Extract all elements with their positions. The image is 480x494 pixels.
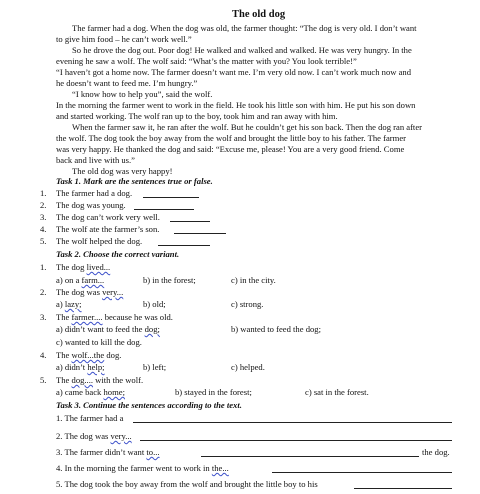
answer-line[interactable]: [272, 472, 452, 473]
option-b[interactable]: b) left;: [143, 362, 167, 372]
task1-heading: Task 1. Mark are the sentences true or false.: [56, 176, 213, 186]
option-a[interactable]: a) came back home;: [56, 387, 125, 397]
option-b[interactable]: b) wanted to feed the dog;: [231, 324, 321, 334]
task2-number: 2.: [40, 287, 47, 297]
task1-number: 4.: [40, 224, 47, 234]
story-line: the wolf. The dog took the boy away from the wolf and brought the little boy to his father. The farmer: [56, 133, 407, 143]
story-line: In the morning the farmer went to work in the field. He took his little son with him. He put his son down: [56, 100, 416, 110]
task2-question: The dog.... with the wolf.: [56, 375, 144, 385]
task1-statement: The dog was young.: [56, 200, 126, 210]
task3-sentence: 1. The farmer had a: [56, 413, 124, 423]
option-b[interactable]: b) in the forest;: [143, 275, 196, 285]
task3-sentence: 2. The dog was very...: [56, 431, 132, 441]
answer-line[interactable]: [133, 422, 452, 423]
story-line: and started working. The wolf ran up to the boy, took him and ran away with him.: [56, 111, 338, 121]
task2-number: 4.: [40, 350, 47, 360]
task1-statement: The farmer had a dog.: [56, 188, 133, 198]
story-line: “I haven’t got a home now. The farmer doesn’t want me. I’m very old now. I can’t work much now and: [56, 67, 412, 77]
option-b[interactable]: b) old;: [143, 299, 166, 309]
task3-sentence: 3. The farmer didn’t want to...: [56, 447, 160, 457]
story-line: was very happy. He thanked the dog and said: “Excuse me, please! You are a very good friend. Come: [56, 144, 405, 154]
answer-blank[interactable]: [143, 197, 199, 198]
option-a[interactable]: a) didn’t want to feed the dog;: [56, 324, 160, 334]
option-b[interactable]: b) stayed in the forest;: [175, 387, 252, 397]
task1-statement: The wolf helped the dog.: [56, 236, 143, 246]
option-c[interactable]: c) in the city.: [231, 275, 276, 285]
option-c[interactable]: c) wanted to kill the dog.: [56, 337, 142, 347]
story-line: back and live with us.”: [56, 155, 135, 165]
task1-number: 2.: [40, 200, 47, 210]
task2-number: 5.: [40, 375, 47, 385]
answer-blank[interactable]: [170, 221, 210, 222]
story-line: When the farmer saw it, he ran after the wolf. But he couldn’t get his son back. Then the dog ran after: [72, 122, 422, 132]
story-line: he doesn’t want to feed me. I’m hungry.”: [56, 78, 198, 88]
option-a[interactable]: a) didn’t help;: [56, 362, 105, 372]
story-line: evening he saw a wolf. The wolf said: “What’s the matter with you? You look terrible!”: [56, 56, 357, 66]
task2-number: 3.: [40, 312, 47, 322]
story-line: to give him food – he can’t work well.”: [56, 34, 192, 44]
answer-blank[interactable]: [174, 233, 226, 234]
task3-sentence: 5. The dog took the boy away from the wolf and brought the little boy to his: [56, 479, 318, 489]
task3-sentence: 4. In the morning the farmer went to work in the...: [56, 463, 229, 473]
task2-question: The farmer.... because he was old.: [56, 312, 173, 322]
option-c[interactable]: c) strong.: [231, 299, 264, 309]
answer-line[interactable]: [354, 488, 452, 489]
story-line: The old dog was very happy!: [72, 166, 173, 176]
task2-heading: Task 2. Choose the correct variant.: [56, 249, 180, 259]
story-line: “I know how to help you”, said the wolf.: [72, 89, 213, 99]
task1-statement: The dog can’t work very well.: [56, 212, 160, 222]
answer-line[interactable]: [201, 456, 419, 457]
story-line: The farmer had a dog. When the dog was old, the farmer thought: “The dog is very old. I don’t want: [72, 23, 417, 33]
option-a[interactable]: a) lazy;: [56, 299, 82, 309]
task1-number: 3.: [40, 212, 47, 222]
task2-number: 1.: [40, 262, 47, 272]
answer-blank[interactable]: [134, 209, 194, 210]
option-c[interactable]: c) sat in the forest.: [305, 387, 369, 397]
option-c[interactable]: c) helped.: [231, 362, 265, 372]
task3-sentence-end: the dog.: [422, 447, 450, 457]
task2-question: The dog was very...: [56, 287, 124, 297]
answer-line[interactable]: [140, 440, 452, 441]
option-a[interactable]: a) on a farm...: [56, 275, 105, 285]
task1-statement: The wolf ate the farmer’s son.: [56, 224, 160, 234]
task2-question: The wolf...the dog.: [56, 350, 122, 360]
page-title: The old dog: [232, 9, 286, 20]
task2-question: The dog lived...: [56, 262, 111, 272]
answer-blank[interactable]: [158, 245, 210, 246]
task3-heading: Task 3. Continue the sentences according to the text.: [56, 400, 242, 410]
task1-number: 5.: [40, 236, 47, 246]
story-line: So he drove the dog out. Poor dog! He walked and walked and walked. He was very hungry. In the: [72, 45, 412, 55]
task1-number: 1.: [40, 188, 47, 198]
